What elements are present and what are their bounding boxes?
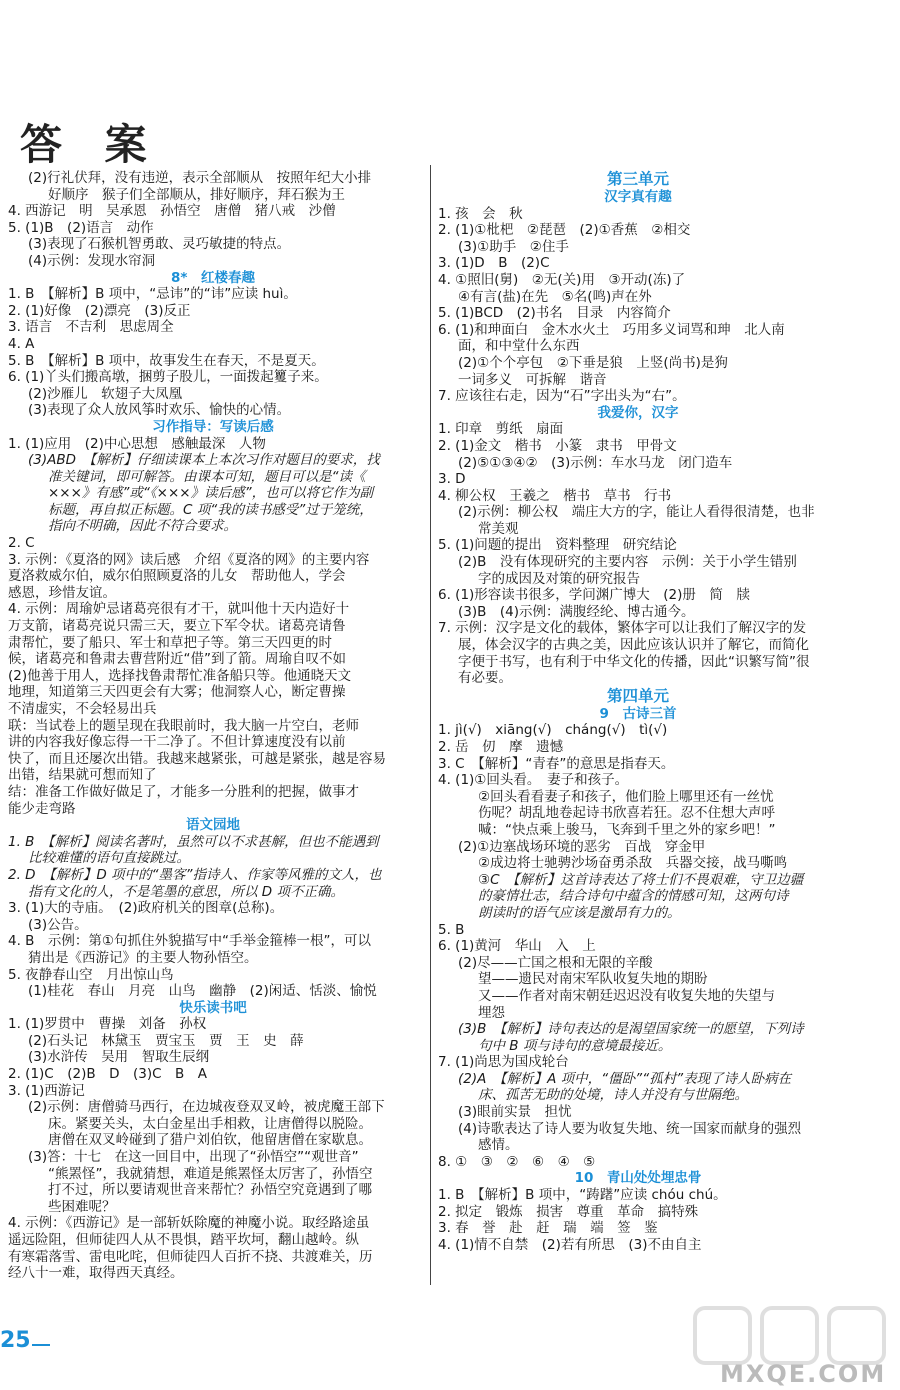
answer-line: (2)示例：柳公权 端庄大方的字，能让人看得很清楚，也非: [458, 504, 815, 521]
answer-line: (4)诗歌表达了诗人要为收复失地、统一国家而献身的强烈: [458, 1120, 802, 1137]
answer-line: 指向不明确，因此不符合要求。: [48, 518, 237, 535]
answer-line: 字便于书写，也有利于中华文化的传播，因此“识繁写简”很: [458, 653, 810, 670]
answer-line: 2. D 【解析】D 项中的“墨客”指诗人、作家等风雅的文人，也: [8, 866, 382, 883]
answer-line: 7. 应该往右走，因为“石”字出头为“右”。: [438, 388, 686, 405]
answer-line: 朗读时的语气应该是激昂有力的。: [478, 904, 681, 921]
answer-line: 猜出是《西游记》的主要人物孙悟空。: [28, 949, 258, 966]
answer-line: 出错，结果就可想而知了: [8, 767, 157, 784]
answer-line: 3. 春 誉 赴 赶 瑞 端 签 鉴: [438, 1220, 658, 1237]
answer-line: (2)①个个亭包 ②下垂是狼 上竖(尚书)是狗: [458, 354, 728, 371]
right-column: [438, 170, 838, 1253]
answer-line: 3. 语言 不吉利 思虑周全: [8, 319, 174, 336]
answer-line: 些困难呢？: [48, 1198, 116, 1215]
page-number: 25: [0, 1328, 31, 1353]
answer-line: (3)表现了众人放风筝时欢乐、愉快的心情。: [28, 402, 291, 419]
answer-line: 指有文化的人，不是笔墨的意思，所以 D 项不正确。: [28, 883, 344, 900]
answer-line: 一词多义 可拆解 谐音: [458, 371, 607, 388]
section-heading: 8* 红楼春趣: [171, 269, 255, 286]
answer-line: (2)⑤①③④② (3)示例：车水马龙 闭门造车: [458, 454, 733, 471]
answer-line: 7. (1)尚思为国戍轮台: [438, 1054, 569, 1071]
answer-line: 遥远险阻，但师徒四人从不畏惧，踏平坎坷，翻山越岭。纵: [8, 1232, 359, 1248]
section-heading: 快乐读书吧: [179, 999, 247, 1016]
answer-line: (2)石头记 林黛玉 贾宝玉 贾 王 史 薛: [28, 1032, 304, 1049]
answer-line: (2)①边塞战场环境的恶劣 百战 穿金甲: [458, 838, 706, 855]
answer-line: (3)B (4)示例：满腹经纶、博古通今。: [458, 603, 695, 620]
answer-line: 好顺序 猴子们全部顺从，排好顺序，拜石猴为王: [48, 186, 345, 203]
answer-line: 1. B 【解析】阅读名著时，虽然可以不求甚解，但也不能遇到: [8, 833, 379, 850]
answer-line: ④有言(盐)在先 ⑤名(鸣)声在外: [458, 288, 652, 305]
answer-line: 床。紧要关头，太白金星出手相救，让唐僧得以脱险。: [48, 1115, 372, 1132]
answer-line: 地理，知道第三天四更会有大雾；他洞察人心，断定曹操: [8, 684, 346, 701]
answer-line: 唐僧在双叉岭碰到了猎户刘伯钦，他留唐僧在家歇息。: [48, 1132, 372, 1149]
answer-line: “熊罴怪”，我就猜想，难道是熊罴怪太厉害了，孙悟空: [48, 1165, 373, 1182]
answer-line: (3)表现了石猴机智勇敢、灵巧敏捷的特点。: [28, 236, 291, 253]
answer-line: 6. (1)和珅面白 金木水火土 巧用多义词骂和珅 北人南: [438, 321, 785, 338]
answer-line: (2)A 【解析】A 项中，“僵卧”“孤村”表现了诗人卧病在: [458, 1070, 792, 1087]
answer-line: 5. (1)问题的提出 资料整理 研究结论: [438, 537, 677, 554]
answer-line: 3. C 【解析】“青春”的意思是指春天。: [438, 755, 675, 772]
answer-line: 4. 柳公权 王羲之 楷书 草书 行书: [438, 487, 672, 504]
answer-line: (3)答：十七 在这一回目中，出现了“孙悟空”“观世音”: [28, 1149, 359, 1166]
answer-line: 讲的内容我好像忘得一干二净了。不但计算速度没有以前: [8, 734, 346, 751]
answer-line: 感情。: [478, 1137, 519, 1154]
answer-line: 4. (1)情不自禁 (2)若有所思 (3)不由自主: [438, 1236, 702, 1253]
answer-line: 2. (1)好像 (2)漂亮 (3)反正: [8, 302, 191, 319]
answer-line: 5. B: [438, 921, 465, 938]
answer-line: 比较难懂的语句直接跳过。: [28, 850, 190, 867]
answer-line: 3. 示例：《夏洛的网》读后感 介绍《夏洛的网》的主要内容: [8, 551, 370, 568]
answer-line: ②回头看看妻子和孩子，他们脸上哪里还有一丝忧: [478, 788, 774, 805]
page-title: 答 案: [20, 120, 161, 169]
answer-line: 又——作者对南宋朝廷迟迟没有收复失地的失望与: [478, 987, 775, 1004]
answer-line: 2. 岳 仞 摩 遗憾: [438, 739, 564, 755]
answer-line: 2. 拟定 锻炼 损害 尊重 革命 搞特殊: [438, 1203, 699, 1220]
answer-line: 4. ①照旧(舅) ②无(关)用 ③开动(冻)了: [438, 271, 686, 288]
section-heading: 10 青山处处埋忠骨: [574, 1170, 702, 1187]
answer-line: 能少走弯路: [8, 800, 76, 817]
answer-line: 不清虚实，不会轻易出兵: [8, 701, 157, 717]
answer-line: (3)①助手 ②住手: [458, 238, 569, 255]
answer-line: (2)沙雁儿 软翅子大凤凰: [28, 385, 183, 402]
section-heading: 我爱你，汉字: [597, 404, 679, 421]
answer-line: 5. (1)B (2)语言 动作: [8, 219, 154, 236]
answer-line: 展，体会汉字的古典之美，因此应该认识并了解它，而简化: [458, 637, 809, 654]
answer-line: (2)他善于用人，选择找鲁肃帮忙准备船只等。他通晓天文: [8, 667, 352, 684]
answer-line: 感恩，珍惜友谊。: [8, 584, 116, 601]
answer-line: 准关键词，即可解答。由课本可知，题目可以是“读《: [48, 468, 366, 485]
answer-line: 4. 示例：《西游记》是一部斩妖除魔的神魔小说。取经路途虽: [8, 1215, 370, 1232]
column-divider: [430, 165, 431, 1285]
page-number-rule: [32, 1344, 50, 1346]
watermark-text: MXQE.COM: [720, 1360, 887, 1388]
answer-line: 伤呢？胡乱地卷起诗书欣喜若狂。忍不住想大声呼: [478, 805, 775, 822]
answer-line: (3)水浒传 吴用 智取生辰纲: [28, 1049, 210, 1066]
answer-line: 3. (1)D B (2)C: [438, 255, 550, 272]
answer-line: ×××》有感”或“《×××》读后感”，也可以将它作为副: [48, 485, 374, 502]
answer-line: 1. B 【解析】B 项中，“忌讳”的“讳”应读 huì。: [8, 286, 297, 303]
answer-line: 经八十一难，取得西天真经。: [8, 1265, 184, 1282]
answer-line: ③C 【解析】这首诗表达了将士们不畏艰难，守卫边疆: [478, 871, 804, 888]
answer-line: 3. D: [438, 471, 466, 488]
answer-line: 有必要。: [458, 670, 512, 687]
section-heading: 习作指导：写读后感: [152, 418, 274, 435]
answer-line: 5. 夜静春山空 月出惊山鸟: [8, 966, 174, 983]
answer-line: 候，诸葛亮和鲁肃去曹营附近“借”到了箭。周瑜自叹不如: [8, 651, 346, 668]
answer-line: 4. 西游记 明 吴承恩 孙悟空 唐僧 猪八戒 沙僧: [8, 203, 336, 220]
answer-line: 联：当试卷上的题呈现在我眼前时，我大脑一片空白，老师: [8, 717, 359, 734]
answer-line: 夏洛救威尔伯，威尔伯照顾夏洛的儿女 帮助他人，学会: [8, 568, 346, 585]
answer-line: 常美观: [478, 520, 519, 537]
answer-line: 快了，而且还屡次出错。我越来越紧张，可越是紧张，越是容易: [8, 750, 386, 767]
answer-line: 1. (1)应用 (2)中心思想 感触最深 人物: [8, 435, 266, 452]
answer-line: 4. B 示例：第①句抓住外貌描写中“手举金箍棒一根”，可以: [8, 933, 372, 950]
answer-line: 打不过，所以要请观世音来帮忙？孙悟空究竟遇到了哪: [48, 1182, 372, 1199]
answer-line: (3)眼前实景 担忧: [458, 1104, 572, 1121]
answer-line: 1. B 【解析】B 项中，“踌躇”应读 chóu chú。: [438, 1187, 727, 1204]
answer-line: 1. jì(√) xiāng(√) cháng(√) tì(√): [438, 722, 668, 739]
answer-line: (1)桂花 春山 月亮 山鸟 幽静 (2)闲适、恬淡、愉悦: [28, 983, 377, 1000]
answer-line: 2. (1)C (2)B D (3)C B A: [8, 1066, 208, 1083]
answer-line: 2. (1)金文 楷书 小篆 隶书 甲骨文: [438, 437, 677, 454]
answer-line: 4. A: [8, 335, 35, 352]
answer-line: (2)示例：唐僧骑马西行，在边城夜登双叉岭，被虎魔王部下: [28, 1099, 385, 1116]
answer-line: (4)示例：发现水帘洞: [28, 252, 156, 269]
answer-line: (3)B 【解析】诗句表达的是渴望国家统一的愿望，下列诗: [458, 1021, 804, 1038]
answer-line: 3. (1)大的寺庙。 (2)政府机关的图章(总称)。: [8, 900, 284, 917]
answer-line: 字的成因及对策的研究报告: [478, 570, 640, 587]
answer-line: 8. ① ③ ② ⑥ ④ ⑤: [438, 1153, 596, 1170]
answer-line: 4. (1)①回头看。 妻子和孩子。: [438, 772, 629, 789]
answer-line: 望——遗民对南宋军队收复失地的期盼: [478, 971, 708, 988]
answer-line: 4. 示例：周瑜妒忌诸葛亮很有才干，就叫他十天内造好十: [8, 601, 350, 618]
answer-line: 3. (1)西游记: [8, 1082, 85, 1099]
answer-line: (2)行礼伏拜，没有违逆，表示全部顺从 按照年纪大小排: [28, 170, 372, 186]
answer-line: 7. 示例：汉字是文化的载体，繁体字可以让我们了解汉字的发: [438, 620, 807, 637]
answer-line: 6. (1)黄河 华山 入 上: [438, 938, 596, 955]
answer-line: 1. (1)罗贯中 曹操 刘备 孙权: [8, 1016, 207, 1033]
answer-line: 5. (1)BCD (2)书名 目录 内容简介: [438, 305, 671, 322]
answer-line: 结：准备工作做好做足了，才能多一分胜利的把握，做事才: [8, 783, 359, 800]
answer-line: 肃帮忙，要了船只、军士和草把子等。第三天四更的时: [8, 634, 332, 651]
section-heading: 汉字真有趣: [604, 189, 672, 205]
section-heading: 第三单元: [606, 170, 669, 188]
answer-line: 6. (1)形容读书很多，学问渊广博大 (2)册 简 牍: [438, 587, 750, 604]
section-heading: 语文园地: [186, 817, 240, 834]
section-heading: 第四单元: [606, 686, 669, 705]
answer-line: 5. B 【解析】B 项中，故事发生在春天，不是夏天。: [8, 352, 325, 369]
section-heading: 9 古诗三首: [599, 705, 677, 722]
answer-line: 面，和中堂什么东西: [458, 338, 580, 355]
answer-line: (3)公告。: [28, 916, 88, 933]
answer-line: 万支箭，诸葛亮说只需三天，要立下军令状。诸葛亮请鲁: [8, 618, 346, 635]
answer-line: 床、孤苦无助的处境，诗人并没有与世隔绝。: [478, 1087, 748, 1104]
answer-line: 6. (1)丫头们搬高墩，捆剪子股儿，一面拨起籰子来。: [8, 369, 328, 386]
answer-line: 1. 孩 会 秋: [438, 205, 523, 222]
answer-line: (3)ABD 【解析】仔细读课本上本次习作对题目的要求，找: [28, 452, 380, 469]
answer-line: 有寒霜落雪、雷电叱咤，但师徒四人百折不挠、共渡难关，历: [8, 1248, 373, 1265]
answer-line: 1. 印章 剪纸 扇面: [438, 421, 564, 438]
answer-line: (2)B 没有体现研究的主要内容 示例：关于小学生错别: [458, 554, 797, 571]
answer-line: ②成边将士驰骋沙场奋勇杀敌 兵器交接，战马嘶鸣: [478, 855, 788, 872]
answer-line: (2)尽——亡国之根和无限的辛酸: [458, 954, 653, 971]
answer-line: 埋怨: [478, 1004, 505, 1021]
answer-line: 标题，再自拟正标题。C 项“我的读书感受”过于笼统，: [48, 501, 373, 518]
answer-line: 喊：“快点乘上骏马，飞奔到千里之外的家乡吧！”: [478, 821, 776, 838]
answer-line: 2. C: [8, 535, 35, 552]
answer-line: 2. (1)①枇杷 ②琵琶 (2)①香蕉 ②相交: [438, 222, 691, 239]
answer-line: 句中 B 项与诗句的意境最接近。: [478, 1037, 672, 1054]
left-column: [8, 170, 418, 1282]
answer-line: 的豪情壮志，结合诗句中蕴含的情感可知，这两句诗: [478, 888, 789, 905]
